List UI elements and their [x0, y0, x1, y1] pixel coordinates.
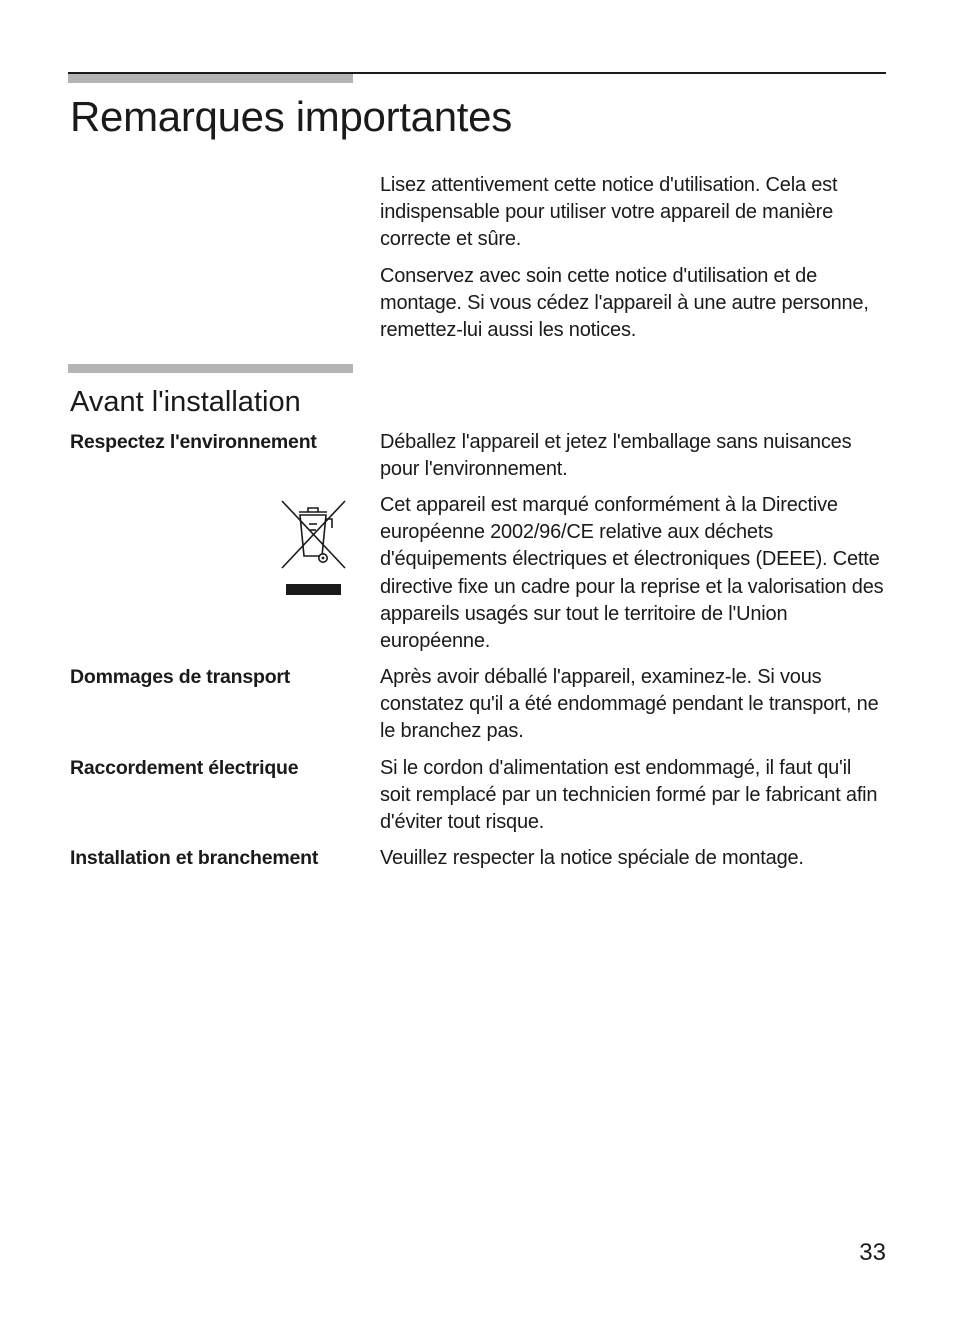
intro-paragraph-2: Conservez avec soin cette notice d'utilisation et de montage. Si vous cédez l'appareil à une autre personne, remettez-lui aussi les notices. — [380, 265, 869, 342]
label-electrical-connection: Raccordement électrique — [70, 757, 299, 779]
section-accent-bar — [68, 364, 353, 373]
crossed-out-wheelie-bin-icon — [279, 498, 347, 598]
page-title: Remarques importantes — [70, 93, 512, 140]
electrical-connection-paragraph: Si le cordon d'alimentation est endommagé, il faut qu'il soit remplacé par un technicien formé par le fabricant afin d'éviter tout risque. — [380, 757, 878, 834]
section-title: Avant l'installation — [70, 386, 301, 418]
environment-paragraph-1: Déballez l'appareil et jetez l'emballage sans nuisances pour l'environnement. — [380, 431, 852, 481]
label-installation: Installation et branchement — [70, 847, 319, 869]
label-environment: Respectez l'environnement — [70, 431, 317, 453]
intro-paragraph-1: Lisez attentivement cette notice d'utilisation. Cela est indispensable pour utiliser votre appareil de manière correcte et sûre. — [380, 174, 838, 251]
installation-paragraph: Veuillez respecter la notice spéciale de montage. — [380, 847, 804, 869]
page-number: 33 — [859, 1239, 886, 1266]
header-accent-bar — [68, 74, 353, 83]
environment-paragraph-2: Cet appareil est marqué conformément à la Directive européenne 2002/96/CE relative aux déchets d'équipements électriques et électroniques (DEEE). Cette directive fixe un cadre pour la reprise et la valorisation des appareils usagés sur tout le territoire de l'Union européenne. — [380, 494, 884, 653]
label-transport-damage: Dommages de transport — [70, 666, 291, 688]
transport-damage-paragraph: Après avoir déballé l'appareil, examinez-le. Si vous constatez qu'il a été endommagé pendant le transport, ne le branchez pas. — [380, 666, 879, 743]
